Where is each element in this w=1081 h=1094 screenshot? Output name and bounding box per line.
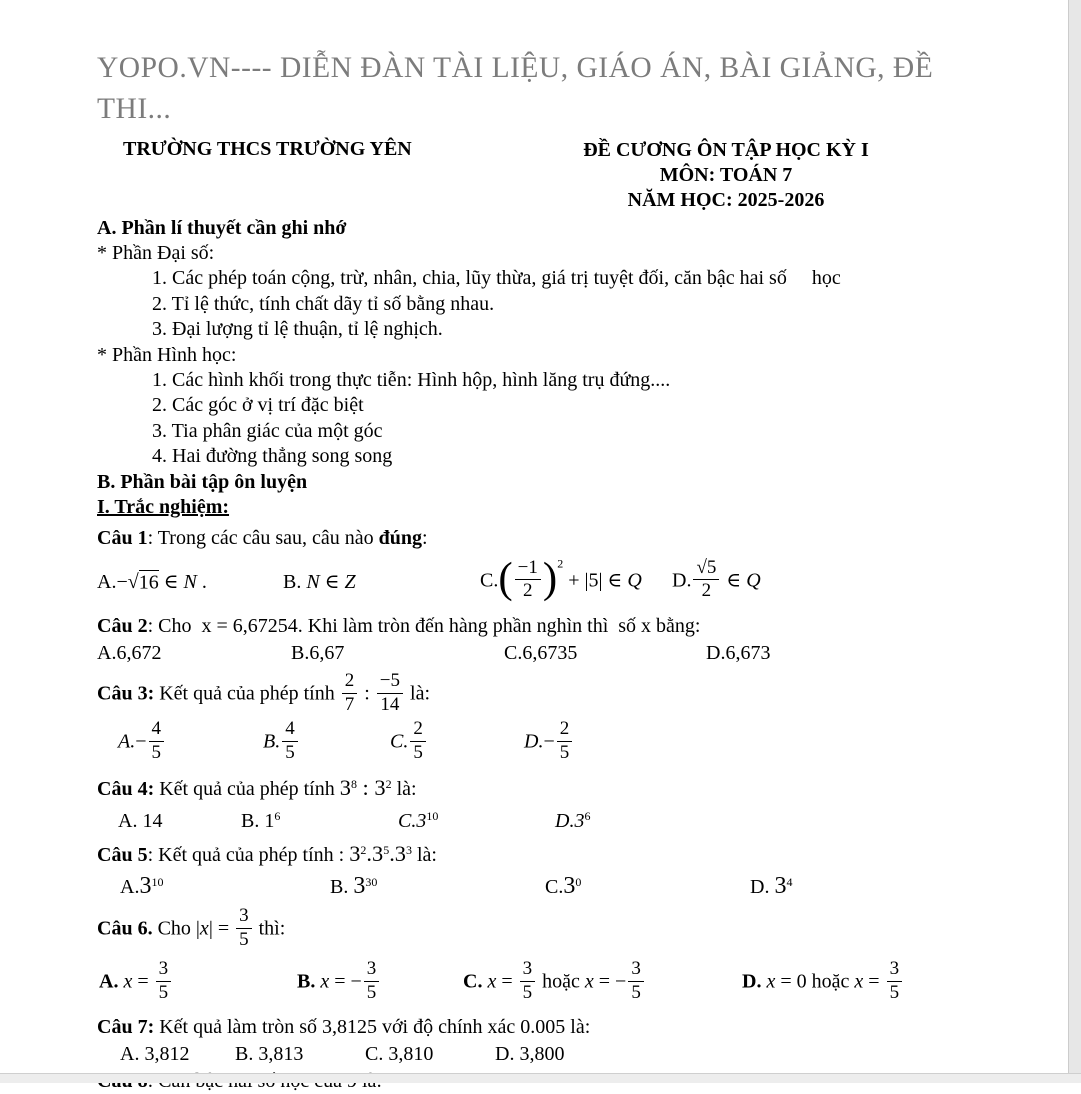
exam-title-block	[496, 138, 956, 213]
superscript: 2	[360, 842, 367, 857]
text-run: =	[496, 970, 518, 993]
text-run: + |5| ∈	[563, 569, 628, 592]
text-run: là:	[391, 778, 417, 801]
fraction-numerator: 3	[239, 905, 249, 927]
question-stem	[97, 526, 977, 551]
bold-text: Câu 5	[97, 843, 148, 866]
text-run: D.6,673	[706, 642, 771, 665]
text-run: B.6,67	[291, 642, 345, 665]
q5-option-C	[545, 873, 750, 900]
text-run: D.	[672, 569, 692, 592]
radical-sign: √	[127, 571, 139, 594]
math-fraction	[377, 671, 403, 715]
fraction-denominator: 5	[364, 981, 380, 1004]
superscript: 6	[274, 808, 281, 823]
math-text: : 3	[356, 775, 386, 801]
fraction-denominator: 2	[515, 579, 541, 602]
theory-heading: A. Phần lí thuyết cần ghi nhớ	[97, 216, 347, 239]
fraction-numerator: 4	[151, 718, 161, 740]
q5-option-A	[120, 873, 330, 900]
fraction-denominator: 5	[149, 741, 165, 764]
q1-option-A	[97, 569, 283, 594]
fraction-denominator: 5	[282, 741, 298, 764]
exam-year: NĂM HỌC: 2025-2026	[627, 188, 825, 211]
q3-option-A	[118, 718, 263, 765]
text-run: :	[359, 682, 375, 705]
text-run: D.	[750, 876, 775, 899]
italic-text: Z	[344, 571, 356, 594]
fraction-numerator: 3	[366, 958, 377, 980]
text-run: là:	[412, 843, 437, 866]
fraction-numerator: −5	[379, 670, 401, 692]
fraction-denominator: 5	[520, 981, 536, 1004]
math-text: .3	[366, 840, 384, 866]
italic-text: B.	[263, 730, 281, 753]
text-run: Kết quả của phép tính	[154, 682, 340, 705]
text-run: thì:	[253, 917, 286, 940]
text-run: A.	[97, 571, 117, 594]
fraction-numerator	[693, 558, 719, 580]
math-fraction	[236, 906, 252, 950]
italic-text: N	[183, 571, 197, 594]
question-stem	[97, 1015, 977, 1040]
radicand: 16	[138, 571, 159, 594]
bold-text: Câu 3:	[97, 682, 155, 705]
q6-option-B	[297, 958, 463, 1005]
exam-header	[97, 138, 977, 216]
options-row	[97, 1043, 977, 1066]
text-run: A.	[120, 876, 140, 899]
bold-text: Câu 6.	[97, 917, 153, 940]
math-text: 3	[563, 873, 576, 900]
q4-option-A	[118, 810, 241, 833]
text-run: B.	[330, 876, 354, 899]
text-run: ∈	[319, 571, 345, 594]
text-run: C.	[480, 569, 499, 592]
math-fraction	[557, 719, 573, 763]
italic-text: Q	[746, 569, 761, 592]
radicand: 5	[706, 556, 717, 578]
watermark-text: YOPO.VN---- DIỄN ĐÀN TÀI LIỆU, GIÁO ÁN, BÀI GIẢNG, ĐỀ THI...	[97, 52, 934, 126]
italic-text: x	[584, 970, 594, 993]
fraction-denominator: 7	[342, 693, 358, 716]
text-run: | =	[208, 917, 235, 940]
question-cau4	[97, 775, 977, 832]
math-fraction	[520, 959, 536, 1003]
text-run: C.6,6735	[504, 642, 578, 665]
q3-option-D	[524, 718, 977, 765]
exam-subject: MÔN: TOÁN 7	[659, 163, 793, 186]
italic-text: D.	[524, 730, 544, 753]
geometry-items	[97, 368, 977, 470]
quiz-heading: I. Trắc nghiệm:	[97, 496, 230, 519]
text-run: : Kết quả của phép tính :	[147, 843, 350, 866]
sqrt-expression	[128, 570, 159, 594]
fraction-numerator: 2	[413, 718, 423, 740]
fraction-denominator: 5	[557, 741, 573, 764]
question-stem	[97, 614, 977, 639]
superscript: 10	[426, 808, 439, 823]
bold-text: D.	[742, 970, 767, 993]
document-content	[97, 48, 977, 1094]
italic-text: Q	[627, 569, 642, 592]
options-row	[97, 873, 977, 900]
q7-option-A	[120, 1043, 235, 1066]
q2-option-C	[504, 642, 706, 665]
q6-option-D	[742, 958, 977, 1005]
bold-text: Câu 1	[97, 527, 148, 550]
bold-text: B.	[297, 970, 321, 993]
q4-option-B	[241, 810, 398, 833]
q6-option-A	[99, 958, 297, 1005]
fraction-denominator: 5	[628, 981, 644, 1004]
italic-text: x	[199, 917, 209, 940]
superscript: 4	[786, 875, 793, 889]
text-run: −	[116, 571, 128, 594]
italic-text: x	[766, 970, 776, 993]
questions-container	[97, 526, 977, 1094]
italic-text: N	[306, 571, 320, 594]
question-cau1	[97, 526, 977, 603]
geometry-item: 2. Các góc ở vị trí đặc biệt	[152, 394, 364, 417]
math-fraction	[364, 959, 380, 1003]
viewer-right-margin-strip	[1068, 0, 1081, 1083]
q3-option-C	[390, 718, 524, 765]
fraction-numerator: 3	[889, 958, 900, 980]
math-fraction	[342, 671, 358, 715]
superscript: 8	[350, 777, 357, 792]
superscript: 5	[383, 842, 390, 857]
text-run: A.6,672	[97, 642, 162, 665]
options-row	[97, 810, 977, 833]
math-text: .3	[389, 840, 406, 866]
q2-option-A	[97, 642, 291, 665]
algebra-item: 3. Đại lượng tỉ lệ thuận, tỉ lệ nghịch.	[152, 318, 443, 341]
fraction-denominator: 2	[693, 579, 719, 602]
superscript: 6	[584, 808, 591, 823]
q1-option-C	[480, 554, 672, 604]
fraction-numerator: 3	[631, 958, 641, 980]
question-cau6	[97, 905, 977, 1005]
text-run: =	[132, 970, 154, 993]
question-stem	[97, 670, 977, 717]
superscript: 30	[365, 875, 378, 889]
q1-option-B	[283, 569, 480, 594]
fraction-numerator: 3	[158, 958, 169, 980]
text-run: B. 1	[241, 809, 275, 832]
algebra-items	[97, 266, 977, 342]
q4-option-C	[398, 810, 555, 833]
text-run: ∈	[721, 569, 747, 592]
q5-option-B	[330, 873, 545, 900]
math-fraction	[515, 558, 541, 602]
text-run: Kết quả làm tròn số 3,8125 với độ chính xác 0.005 là:	[154, 1016, 591, 1039]
options-row	[97, 958, 977, 1005]
math-text: 3	[353, 873, 366, 900]
fraction-numerator: 3	[522, 958, 533, 980]
math-fraction	[149, 719, 165, 763]
math-text: 3	[139, 873, 152, 900]
algebra-item: 2. Tỉ lệ thức, tính chất dãy tỉ số bằng nhau.	[152, 292, 495, 315]
geometry-label: * Phần Hình học:	[97, 343, 237, 366]
italic-text: C.	[390, 730, 409, 753]
math-fraction	[282, 719, 298, 763]
text-run: : Cho x = 6,67254. Khi làm tròn đến hàng phần nghìn thì số x bằng:	[147, 614, 701, 637]
question-cau2	[97, 614, 977, 665]
q2-option-B	[291, 642, 504, 665]
math-text: 3	[349, 840, 361, 866]
superscript: 3	[406, 842, 412, 857]
fraction-denominator: 5	[236, 928, 252, 951]
question-cau5	[97, 841, 977, 900]
radical-sign: √	[696, 556, 707, 578]
viewer-bottom-margin-strip	[0, 1073, 1081, 1083]
geometry-item: 4. Hai đường thẳng song song	[152, 445, 393, 468]
question-cau3	[97, 670, 977, 765]
bold-text: Câu 4:	[97, 778, 155, 801]
school-name: TRƯỜNG THCS TRƯỜNG YÊN	[123, 137, 412, 160]
text-run: .	[196, 571, 207, 594]
fraction-numerator: 2	[559, 718, 570, 740]
text-run: = −	[329, 970, 362, 993]
bold-text: A.	[99, 970, 124, 993]
text-run: hoặc	[537, 970, 585, 993]
text-run: Cho |	[152, 917, 200, 940]
big-paren: (	[498, 554, 513, 602]
q7-option-D	[495, 1043, 977, 1066]
math-fraction	[410, 719, 426, 763]
geometry-item: 1. Các hình khối trong thực tiễn: Hình hộp, hình lăng trụ đứng....	[152, 369, 671, 392]
q1-option-D	[672, 556, 977, 604]
options-row	[97, 554, 977, 604]
math-fraction	[887, 959, 903, 1003]
practice-heading: B. Phần bài tập ôn luyện	[97, 470, 308, 493]
q2-option-D	[706, 642, 977, 665]
algebra-label: * Phần Đại số:	[97, 242, 215, 264]
text-run: A. 3,812	[120, 1042, 190, 1065]
text-run: C. 3,810	[365, 1042, 434, 1065]
superscript: 0	[575, 875, 582, 889]
text-run: = −	[593, 970, 627, 993]
options-row	[97, 718, 977, 765]
bold-text: C.	[463, 970, 488, 993]
italic-text: C.3	[398, 809, 427, 832]
math-text: 3	[774, 873, 787, 900]
text-run: = 0 hoặc	[775, 970, 855, 993]
italic-text: x	[123, 970, 133, 993]
text-run: là:	[405, 682, 431, 705]
math-fraction	[693, 558, 719, 602]
fraction-denominator: 14	[377, 693, 403, 716]
text-run: =	[863, 970, 885, 993]
exam-title: ĐỀ CƯƠNG ÔN TẬP HỌC KỲ I	[583, 138, 869, 161]
paren-exponent: 2	[557, 556, 564, 571]
text-run: B.	[283, 571, 307, 594]
fraction-denominator: 5	[156, 981, 172, 1004]
q4-option-D	[555, 810, 977, 833]
options-row	[97, 642, 977, 665]
italic-text: D.3	[555, 809, 585, 832]
q5-option-D	[750, 873, 977, 900]
math-fraction	[156, 959, 172, 1003]
q7-option-B	[235, 1043, 365, 1066]
question-stem	[97, 905, 977, 952]
big-paren: )	[542, 554, 558, 602]
bold-text: Câu 7:	[97, 1016, 155, 1039]
text-run: −	[135, 730, 147, 753]
fraction-numerator: 2	[344, 670, 355, 692]
question-stem	[97, 775, 977, 802]
italic-text: A.	[118, 730, 136, 753]
bold-text: Câu 2	[97, 614, 148, 637]
superscript: 10	[151, 875, 164, 889]
italic-text: x	[487, 970, 497, 993]
text-run: B. 3,813	[235, 1042, 304, 1065]
math-text: 3	[339, 775, 351, 801]
question-stem	[97, 841, 977, 868]
text-run: :	[422, 527, 428, 550]
text-run: ∈	[158, 571, 184, 594]
question-cau7	[97, 1015, 977, 1065]
text-run: −	[543, 730, 555, 753]
italic-text: x	[854, 970, 864, 993]
fraction-numerator: 4	[285, 718, 295, 740]
superscript: 2	[385, 777, 392, 792]
bold-text: đúng	[378, 527, 422, 550]
text-run: D. 3,800	[495, 1042, 565, 1065]
q3-option-B	[263, 718, 390, 765]
text-run: : Trong các câu sau, câu nào	[147, 527, 379, 550]
text-run: A. 14	[118, 809, 163, 832]
geometry-item: 3. Tia phân giác của một góc	[152, 419, 383, 442]
text-run: Kết quả của phép tính	[154, 778, 340, 801]
algebra-item: 1. Các phép toán cộng, trừ, nhân, chia, lũy thừa, giá trị tuyệt đối, căn bậc hai số học	[152, 267, 841, 290]
fraction-denominator: 5	[887, 981, 903, 1004]
q7-option-C	[365, 1043, 495, 1066]
math-fraction	[628, 959, 644, 1003]
q6-option-C	[463, 958, 742, 1005]
fraction-denominator: 5	[410, 741, 426, 764]
fraction-numerator: −1	[517, 556, 538, 578]
text-run: C.	[545, 876, 564, 899]
italic-text: x	[320, 970, 330, 993]
